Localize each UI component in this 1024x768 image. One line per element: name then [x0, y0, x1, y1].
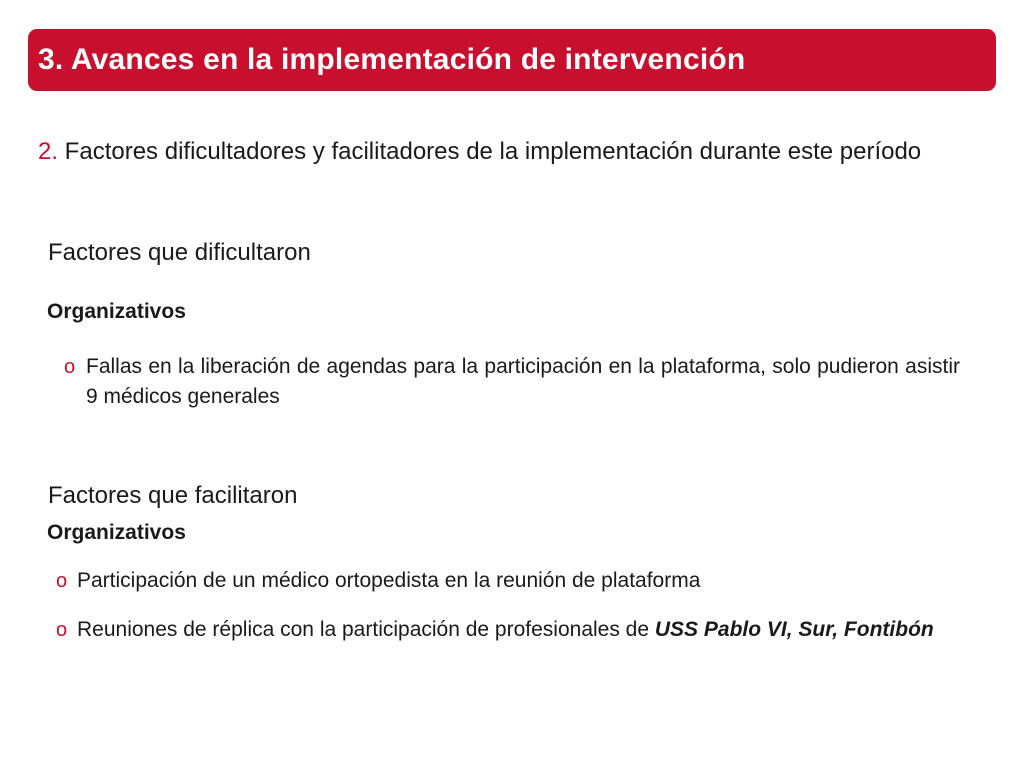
hinder-bullet-1-text: Fallas en la liberación de agendas para la participación en la plataforma, solo pudieron asistir 9 médicos generales — [86, 355, 960, 408]
facilitate-bullet-1-text: Participación de un médico ortopedista en la reunión de plataforma — [77, 569, 701, 592]
slide-subtitle — [38, 135, 938, 169]
facilitate-category: Organizativos — [47, 521, 186, 544]
facilitate-bullet-1 — [56, 566, 966, 596]
subtitle-text: Factores dificultadores y facilitadores de la implementación durante este período — [58, 138, 922, 165]
bullet-marker: o — [64, 356, 76, 378]
facilitate-bullet-2-prefix: Reuniones de réplica con la participación de profesionales de — [77, 618, 655, 641]
facilitate-bullet-2-text — [77, 615, 966, 645]
hinder-heading: Factores que dificultaron — [48, 239, 311, 266]
facilitate-heading: Factores que facilitaron — [48, 482, 298, 509]
hinder-category: Organizativos — [47, 300, 186, 323]
bullet-marker: o — [56, 619, 68, 641]
bullet-marker: o — [56, 570, 68, 592]
slide-title-bar — [28, 29, 996, 91]
facilitate-bullet-2-emphasis: USS Pablo VI, Sur, Fontibón — [654, 618, 934, 641]
subtitle-number: 2. — [38, 138, 59, 165]
slide-title: 3. Avances en la implementación de intervención — [38, 43, 746, 76]
hinder-bullet-1 — [64, 352, 960, 412]
facilitate-bullet-2 — [56, 615, 966, 645]
